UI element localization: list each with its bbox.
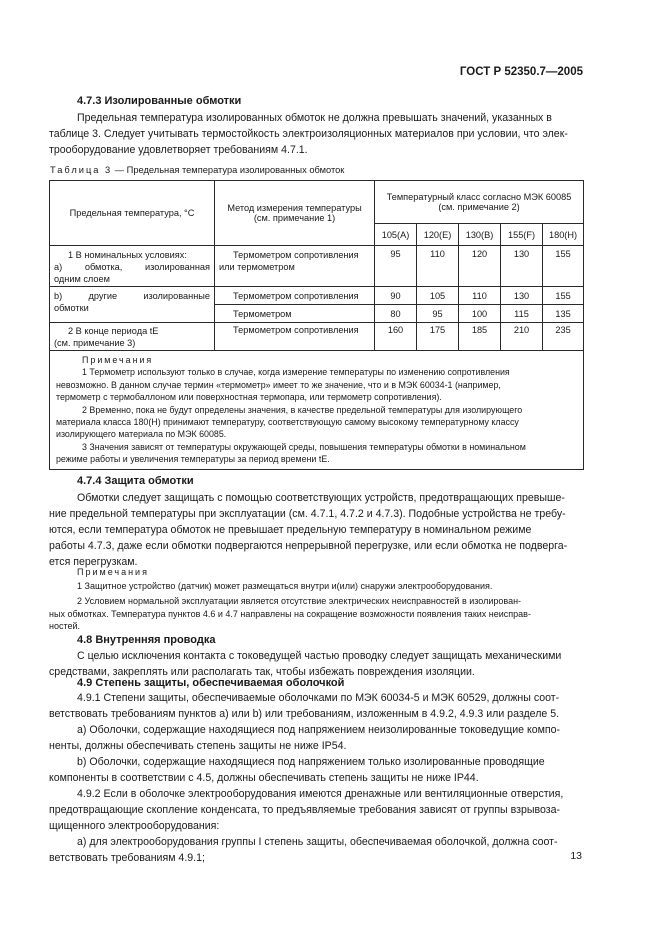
method-line: Термометром сопротивления: [233, 250, 359, 260]
row-other-windings-label: [50, 287, 215, 323]
text-line: средствами, закреплять или располагать так, чтобы избежать повреждения изоляции.: [49, 666, 475, 678]
note-line: невозможно. В данном случае термин «термометр» имеет то же значение, что и в МЭК 60034-1 (например,: [56, 379, 501, 390]
table-cell: 110: [459, 287, 501, 305]
section-4-7-4-notes: [49, 566, 583, 632]
row-nominal-single-layer-label: [50, 246, 215, 287]
label-line: 2 В конце периода tE: [68, 326, 159, 336]
col-header-limit-temperature: Предельная температура, °С: [50, 181, 215, 246]
text-line: а) Оболочки, содержащие находящиеся под напряжением неизолированные токоведущие компо-: [77, 724, 561, 736]
class-180h: 180(H): [543, 224, 584, 246]
section-4-8-title: 4.8 Внутренняя проводка: [77, 634, 216, 646]
class-105a: 105(A): [375, 224, 417, 246]
table-caption: [50, 165, 344, 175]
label-line: а) обмотка, изолированная: [54, 262, 210, 272]
table-cell: 80: [375, 305, 417, 323]
text-line: щищенного электрооборудования:: [49, 820, 220, 832]
label-line: 1 В номинальных условиях:: [68, 250, 187, 260]
row2a-method: Термометром сопротивления: [215, 287, 375, 305]
note-line: изолирующего материала по МЭК 60085.: [56, 429, 227, 440]
text-line: а) для электрооборудования группы I степень защиты, обеспечиваемая оболочкой, должна соот-: [77, 836, 558, 848]
text-line: ние предельной температуры при эксплуатации (см. 4.7.1, 4.7.2 и 4.7.3). Подобные устройства не требу-: [49, 508, 566, 520]
header-line: Температурный класс согласно МЭК 60085: [386, 192, 572, 202]
table-cell: 90: [375, 287, 417, 305]
text-line: таблице 3. Следует учитывать термостойкость электроизоляционных материалов при условии, что элек-: [49, 128, 568, 140]
note-line: термометр с термобаллоном или поверхностная термопара, или термометр сопротивления).: [56, 392, 442, 403]
label-line: одним слоем: [54, 274, 110, 284]
text-line: ветствовать требованиям пунктов а) или b) или требованиям, изложенным в 4.9.2, 4.9.3 или разделе 5.: [49, 708, 560, 720]
text-line: С целью исключения контакта с токоведущей частью проводку следует защищать механическими: [77, 650, 562, 662]
class-120e: 120(E): [417, 224, 459, 246]
text-line: ются, если температура обмоток не превышает предельную температуру в номинальном режиме: [49, 524, 532, 536]
text-line: предотвращающие скопление конденсата, то предъявляемые требования зависят от группы взрывоза-: [49, 804, 561, 816]
header-line: (см. примечание 2): [438, 202, 520, 212]
section-4-8-text: [49, 648, 583, 680]
header-line: (см. примечание 1): [253, 213, 336, 223]
label-line: b) другие изолированные: [54, 291, 210, 301]
table-cell: 115: [501, 305, 543, 323]
table-cell: 185: [459, 323, 501, 351]
text-line: b) Оболочки, содержащие находящиеся под напряжением только изолированные проводящие: [77, 756, 545, 768]
table-caption-label: Таблица 3: [50, 165, 113, 175]
notes-title: Примечания: [77, 567, 149, 577]
text-line: ется перегрузкам.: [49, 556, 138, 568]
table-cell: 155: [543, 246, 584, 287]
note-line: ностей.: [49, 620, 81, 631]
section-4-7-3-title: 4.7.3 Изолированные обмотки: [77, 95, 242, 107]
text-line: работы 4.7.3, даже если обмотки подвергаются непрерывной перегрузке, или если обмотка не подверга-: [49, 540, 568, 552]
row3-method: Термометром сопротивления: [215, 323, 375, 351]
label-line: обмотки: [54, 303, 89, 313]
table-cell: 120: [459, 246, 501, 287]
note-line: 3 Значения зависят от температуры окружающей среды, повышения температуры обмотки в номинальном: [82, 441, 526, 452]
note-line: 2 Условием нормальной эксплуатации является отсутствие электрических неисправностей в изолирован-: [77, 596, 522, 607]
row-end-of-period-label: [50, 323, 215, 351]
section-4-9-text: [49, 690, 583, 866]
standard-header: ГОСТ Р 52350.7—2005: [459, 66, 583, 78]
section-4-7-4-text: [49, 490, 583, 570]
note-line: 1 Термометр используют только в случае, когда измерение температуры по изменению сопротивления: [82, 367, 510, 378]
page-number: 13: [570, 850, 582, 862]
text-line: ветствовать требованиям 4.9.1;: [49, 852, 205, 864]
table-cell: 175: [417, 323, 459, 351]
text-line: Предельная температура изолированных обмоток не должна превышать значений, указанных в: [77, 112, 552, 124]
text-line: Обмотки следует защищать с помощью соответствующих устройств, предотвращающих превыше-: [77, 492, 565, 504]
table-cell: 130: [501, 246, 543, 287]
text-line: 4.9.1 Степени защиты, обеспечиваемые оболочками по МЭК 60034-5 и МЭК 60529, должны соот-: [77, 692, 560, 704]
row1-method: [215, 246, 375, 287]
table-cell: 135: [543, 305, 584, 323]
note-line: 1 Защитное устройство (датчик) может размещаться внутри и(или) снаружи электрооборудования.: [77, 581, 493, 592]
table-cell: 130: [501, 287, 543, 305]
section-4-7-3-text: [49, 110, 583, 158]
col-header-temperature-class: [375, 181, 584, 224]
section-4-7-4-title: 4.7.4 Защита обмотки: [77, 475, 194, 487]
section-4-9-title: 4.9 Степень защиты, обеспечиваемая оболочкой: [77, 677, 345, 689]
table-cell: 95: [375, 246, 417, 287]
note-line: 2 Временно, пока не будут определены значения, в качестве предельной температуры для изолирующего: [82, 404, 523, 415]
table-cell: 110: [417, 246, 459, 287]
table-cell: 160: [375, 323, 417, 351]
text-line: ненты, должны обеспечивать степень защиты не ниже IP54.: [49, 740, 347, 752]
row2b-method: Термометром: [215, 305, 375, 323]
class-155f: 155(F): [501, 224, 543, 246]
text-line: трооборудование удовлетворяет требованиям 4.7.1.: [49, 144, 308, 156]
table-notes: [50, 351, 584, 470]
table-cell: 105: [417, 287, 459, 305]
method-line: или термометром: [219, 262, 295, 272]
note-line: ных обмотках. Температура пунктов 4.6 и 4.7 направлены на сокращение возможности появления таких неисправ-: [49, 608, 531, 619]
table-cell: 95: [417, 305, 459, 323]
note-line: материала класса 180(H) принимают температуру, соответствующую самому высокому температурному классу: [56, 417, 519, 428]
table-cell: 210: [501, 323, 543, 351]
text-line: 4.9.2 Если в оболочке электрооборудования имеются дренажные или вентиляционные отверстия,: [77, 788, 564, 800]
table-caption-text: — Предельная температура изолированных обмоток: [112, 165, 345, 175]
class-130b: 130(B): [459, 224, 501, 246]
note-line: режиме работы и увеличения температуры за период времени tE.: [56, 454, 330, 465]
temperature-limit-table: [49, 180, 584, 470]
notes-title: Примечания: [82, 355, 154, 365]
col-header-method: [215, 181, 375, 246]
text-line: компоненты в соответствии с 4.5, должны обеспечивать степень защиты не ниже IP44.: [49, 772, 479, 784]
table-cell: 155: [543, 287, 584, 305]
label-line: (см. примечание 3): [54, 338, 136, 348]
table-cell: 235: [543, 323, 584, 351]
header-line: Метод измерения температуры: [227, 203, 362, 213]
table-cell: 100: [459, 305, 501, 323]
